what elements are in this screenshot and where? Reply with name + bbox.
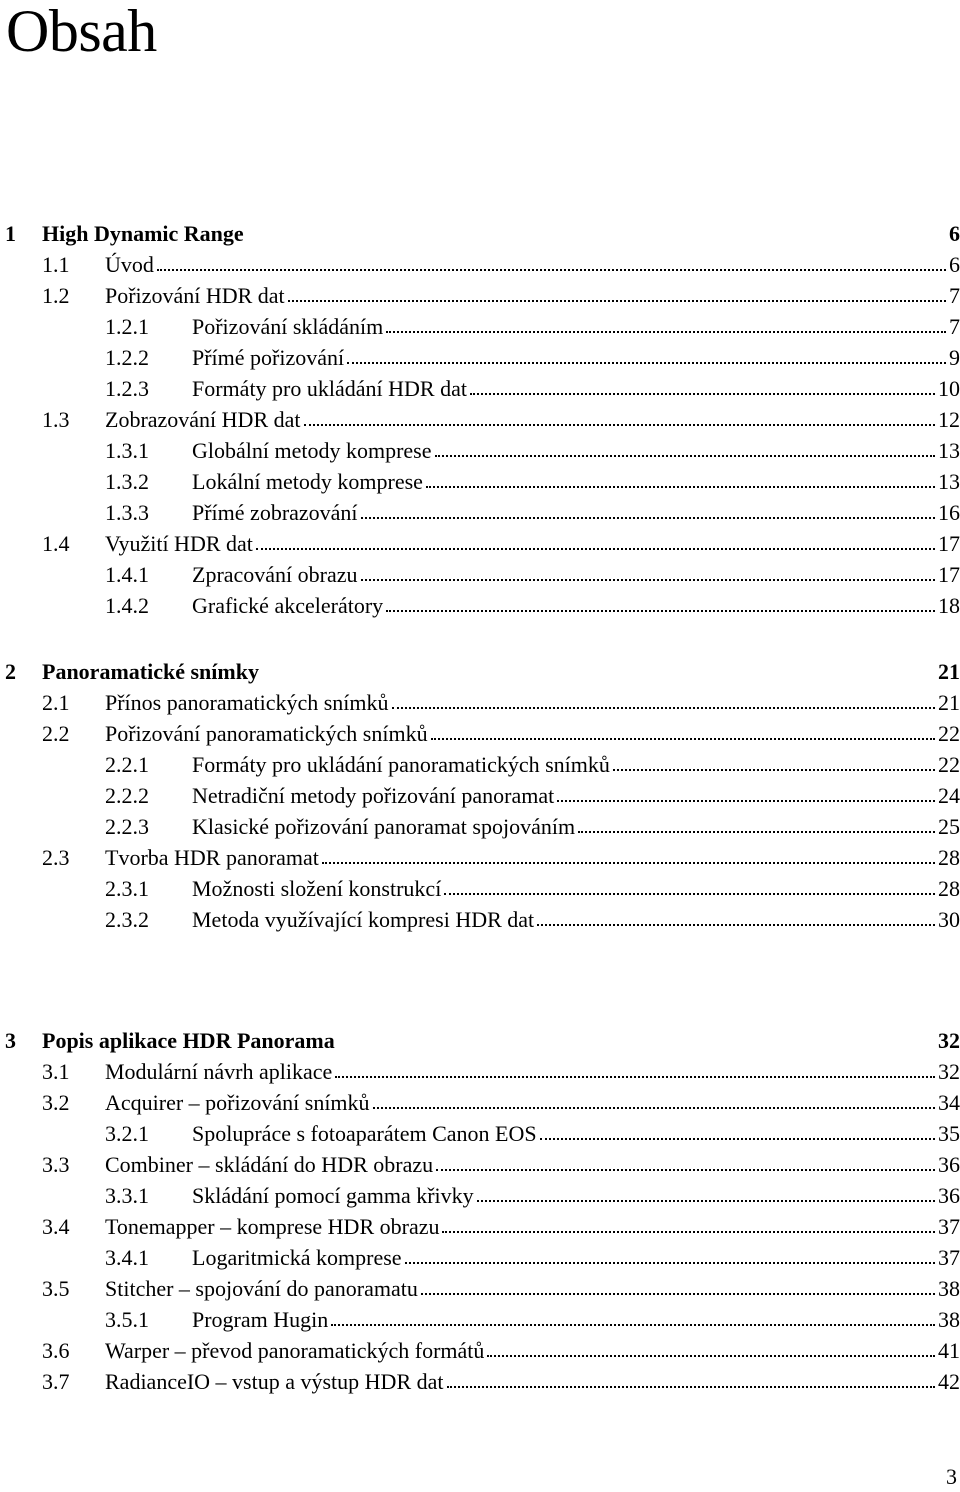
entry-line	[192, 560, 960, 590]
toc-entry[interactable]	[0, 874, 960, 904]
entry-number: 2.2.3	[105, 814, 149, 839]
entry-title: Formáty pro ukládání panoramatických snímků	[192, 752, 610, 777]
chapter-title: Popis aplikace HDR Panorama	[42, 1028, 335, 1053]
toc-chapter[interactable]	[0, 219, 960, 249]
entry-number: 2.2.2	[105, 783, 149, 808]
entry-number: 3.4	[42, 1214, 70, 1239]
entry-number: 3.1	[42, 1059, 70, 1084]
entry-line	[192, 874, 960, 904]
entry-title: Acquirer – pořizování snímků	[105, 1090, 370, 1115]
entry-page: 36	[938, 1152, 960, 1177]
entry-line	[192, 591, 960, 621]
entry-line	[192, 312, 960, 342]
toc-entry[interactable]	[0, 843, 960, 873]
dot-leader	[487, 1354, 935, 1357]
entry-number: 3.3.1	[105, 1183, 149, 1208]
entry-line	[192, 436, 960, 466]
toc-entry[interactable]	[0, 343, 960, 373]
toc-entry[interactable]	[0, 1212, 960, 1242]
entry-line	[192, 812, 960, 842]
entry-page: 22	[938, 752, 960, 777]
entry-number: 3.5.1	[105, 1307, 149, 1332]
entry-title: Formáty pro ukládání HDR dat	[192, 376, 467, 401]
entry-number: 3.5	[42, 1276, 70, 1301]
toc-entry[interactable]	[0, 281, 960, 311]
entry-title: Úvod	[105, 252, 154, 277]
toc-entry[interactable]	[0, 1088, 960, 1118]
toc-chapter[interactable]	[0, 657, 960, 687]
entry-number: 1.3.3	[105, 500, 149, 525]
toc-entry[interactable]	[0, 374, 960, 404]
dot-leader	[304, 423, 936, 426]
entry-page: 9	[949, 345, 960, 370]
dot-leader	[435, 454, 935, 457]
toc-entry[interactable]	[0, 1181, 960, 1211]
dot-leader	[578, 830, 935, 833]
dot-leader	[361, 578, 935, 581]
entry-number: 2.3.1	[105, 876, 149, 901]
toc-entry[interactable]	[0, 498, 960, 528]
dot-leader	[386, 330, 946, 333]
chapter-number: 1	[5, 221, 16, 246]
entry-title: Zpracování obrazu	[192, 562, 358, 587]
entry-line	[192, 905, 960, 935]
entry-page: 17	[938, 562, 960, 587]
entry-line	[105, 281, 960, 311]
toc-entry[interactable]	[0, 1305, 960, 1335]
toc-entry[interactable]	[0, 1274, 960, 1304]
entry-title: Spolupráce s fotoaparátem Canon EOS	[192, 1121, 537, 1146]
entry-page: 42	[938, 1369, 960, 1394]
entry-number: 1.3.2	[105, 469, 149, 494]
entry-line	[192, 1305, 960, 1335]
chapter-title: Panoramatické snímky	[42, 659, 259, 684]
entry-line	[105, 529, 960, 559]
entry-number: 3.7	[42, 1369, 70, 1394]
toc-entry[interactable]	[0, 1119, 960, 1149]
toc-entry[interactable]	[0, 560, 960, 590]
entry-title: Netradiční metody pořizování panoramat	[192, 783, 555, 808]
entry-line	[105, 1088, 960, 1118]
entry-page: 6	[949, 252, 960, 277]
entry-number: 1.4.1	[105, 562, 149, 587]
dot-leader	[347, 361, 946, 364]
toc-chapter[interactable]	[0, 1026, 960, 1056]
entry-line	[192, 343, 960, 373]
entry-title: Klasické pořizování panoramat spojováním	[192, 814, 576, 839]
entry-number: 1.4	[42, 531, 70, 556]
dot-leader	[335, 1075, 935, 1078]
entry-line	[192, 781, 960, 811]
entry-title: Metoda využívající kompresi HDR dat	[192, 907, 535, 932]
entry-line	[105, 250, 960, 280]
dot-leader	[256, 547, 935, 550]
dot-leader	[421, 1292, 935, 1295]
entry-title: Warper – převod panoramatických formátů	[105, 1338, 485, 1363]
toc-entry[interactable]	[0, 750, 960, 780]
dot-leader	[477, 1199, 935, 1202]
entry-number: 2.1	[42, 690, 70, 715]
entry-number: 3.2.1	[105, 1121, 149, 1146]
toc-entry[interactable]	[0, 1243, 960, 1273]
entry-page: 10	[938, 376, 960, 401]
entry-page: 24	[938, 783, 960, 808]
toc-entry[interactable]	[0, 312, 960, 342]
entry-title: Combiner – skládání do HDR obrazu	[105, 1152, 434, 1177]
dot-leader	[447, 1385, 936, 1388]
dot-leader	[537, 923, 935, 926]
toc-entry[interactable]	[0, 781, 960, 811]
toc-entry[interactable]	[0, 1150, 960, 1180]
dot-leader	[373, 1106, 935, 1109]
entry-page: 37	[938, 1214, 960, 1239]
dot-leader	[444, 892, 935, 895]
entry-title: Pořizování skládáním	[192, 314, 384, 339]
entry-line	[192, 1181, 960, 1211]
dot-leader	[540, 1137, 935, 1140]
entry-number: 3.3	[42, 1152, 70, 1177]
entry-title: Skládání pomocí gamma křivky	[192, 1183, 474, 1208]
entry-title: Tonemapper – komprese HDR obrazu	[105, 1214, 440, 1239]
entry-line	[105, 719, 960, 749]
toc-entry[interactable]	[0, 1336, 960, 1366]
dot-leader	[436, 1168, 935, 1171]
entry-line	[192, 374, 960, 404]
dot-leader	[405, 1261, 935, 1264]
entry-page: 12	[938, 407, 960, 432]
toc-entry[interactable]	[0, 405, 960, 435]
entry-number: 1.2	[42, 283, 70, 308]
entry-title: Logaritmická komprese	[192, 1245, 402, 1270]
chapter-number: 3	[5, 1028, 16, 1053]
entry-page: 32	[938, 1059, 960, 1084]
entry-number: 3.2	[42, 1090, 70, 1115]
entry-line	[105, 688, 960, 718]
entry-title: Využití HDR dat	[105, 531, 253, 556]
entry-line	[192, 1119, 960, 1149]
entry-page: 37	[938, 1245, 960, 1270]
entry-line	[105, 843, 960, 873]
entry-number: 1.2.3	[105, 376, 149, 401]
entry-title: Přímé pořizování	[192, 345, 345, 370]
entry-title: Pořizování HDR dat	[105, 283, 285, 308]
entry-number: 2.3.2	[105, 907, 149, 932]
entry-number: 1.2.1	[105, 314, 149, 339]
entry-page: 7	[949, 314, 960, 339]
entry-line	[105, 1150, 960, 1180]
entry-title: Zobrazování HDR dat	[105, 407, 301, 432]
entry-page: 13	[938, 469, 960, 494]
entry-page: 22	[938, 721, 960, 746]
entry-page: 28	[938, 876, 960, 901]
entry-line	[105, 1336, 960, 1366]
dot-leader	[613, 768, 935, 771]
chapter-page: 6	[949, 221, 960, 246]
toc-entry[interactable]	[0, 905, 960, 935]
entry-title: Přímé zobrazování	[192, 500, 358, 525]
dot-leader	[386, 609, 935, 612]
entry-page: 28	[938, 845, 960, 870]
toc-entry[interactable]	[0, 1057, 960, 1087]
entry-line	[105, 1212, 960, 1242]
entry-page: 35	[938, 1121, 960, 1146]
dot-leader	[157, 268, 946, 271]
entry-page: 17	[938, 531, 960, 556]
entry-title: Tvorba HDR panoramat	[105, 845, 319, 870]
entry-number: 2.2.1	[105, 752, 149, 777]
entry-number: 1.2.2	[105, 345, 149, 370]
page-title: Obsah	[6, 0, 157, 64]
dot-leader	[442, 1230, 935, 1233]
toc-entry[interactable]	[0, 250, 960, 280]
entry-page: 13	[938, 438, 960, 463]
chapter-number: 2	[5, 659, 16, 684]
toc-entry[interactable]	[0, 591, 960, 621]
entry-title: Lokální metody komprese	[192, 469, 423, 494]
entry-number: 2.3	[42, 845, 70, 870]
entry-line	[105, 405, 960, 435]
entry-page: 18	[938, 593, 960, 618]
toc-entry[interactable]	[0, 436, 960, 466]
chapter-title: High Dynamic Range	[42, 221, 244, 246]
toc-entry[interactable]	[0, 688, 960, 718]
entry-number: 2.2	[42, 721, 70, 746]
entry-number: 1.4.2	[105, 593, 149, 618]
entry-page: 34	[938, 1090, 960, 1115]
toc-entry[interactable]	[0, 1367, 960, 1397]
dot-leader	[426, 485, 935, 488]
entry-title: Pořizování panoramatických snímků	[105, 721, 428, 746]
entry-page: 25	[938, 814, 960, 839]
entry-line	[105, 1367, 960, 1397]
toc-entry[interactable]	[0, 719, 960, 749]
dot-leader	[431, 737, 935, 740]
entry-title: Přínos panoramatických snímků	[105, 690, 389, 715]
chapter-page: 32	[938, 1028, 960, 1053]
page-number: 3	[946, 1464, 957, 1489]
entry-number: 1.1	[42, 252, 70, 277]
entry-title: Stitcher – spojování do panoramatu	[105, 1276, 418, 1301]
toc-entry[interactable]	[0, 467, 960, 497]
entry-title: Grafické akcelerátory	[192, 593, 384, 618]
entry-title: Modulární návrh aplikace	[105, 1059, 333, 1084]
dot-leader	[361, 516, 935, 519]
entry-line	[192, 1243, 960, 1273]
entry-page: 38	[938, 1276, 960, 1301]
entry-title: Možnosti složení konstrukcí	[192, 876, 442, 901]
entry-line	[192, 467, 960, 497]
toc-entry[interactable]	[0, 529, 960, 559]
entry-number: 1.3	[42, 407, 70, 432]
dot-leader	[322, 861, 935, 864]
entry-number: 1.3.1	[105, 438, 149, 463]
dot-leader	[288, 299, 946, 302]
dot-leader	[557, 799, 935, 802]
entry-page: 16	[938, 500, 960, 525]
entry-page: 7	[949, 283, 960, 308]
entry-page: 30	[938, 907, 960, 932]
toc-entry[interactable]	[0, 812, 960, 842]
chapter-page: 21	[938, 659, 960, 684]
entry-title: RadianceIO – vstup a výstup HDR dat	[105, 1369, 444, 1394]
entry-page: 41	[938, 1338, 960, 1363]
entry-page: 36	[938, 1183, 960, 1208]
entry-number: 3.4.1	[105, 1245, 149, 1270]
entry-title: Program Hugin	[192, 1307, 329, 1332]
entry-page: 38	[938, 1307, 960, 1332]
entry-line	[105, 1057, 960, 1087]
entry-line	[192, 498, 960, 528]
entry-line	[105, 1274, 960, 1304]
entry-number: 3.6	[42, 1338, 70, 1363]
dot-leader	[331, 1323, 935, 1326]
dot-leader	[470, 392, 935, 395]
dot-leader	[392, 706, 935, 709]
entry-title: Globální metody komprese	[192, 438, 432, 463]
entry-page: 21	[938, 690, 960, 715]
entry-line	[192, 750, 960, 780]
